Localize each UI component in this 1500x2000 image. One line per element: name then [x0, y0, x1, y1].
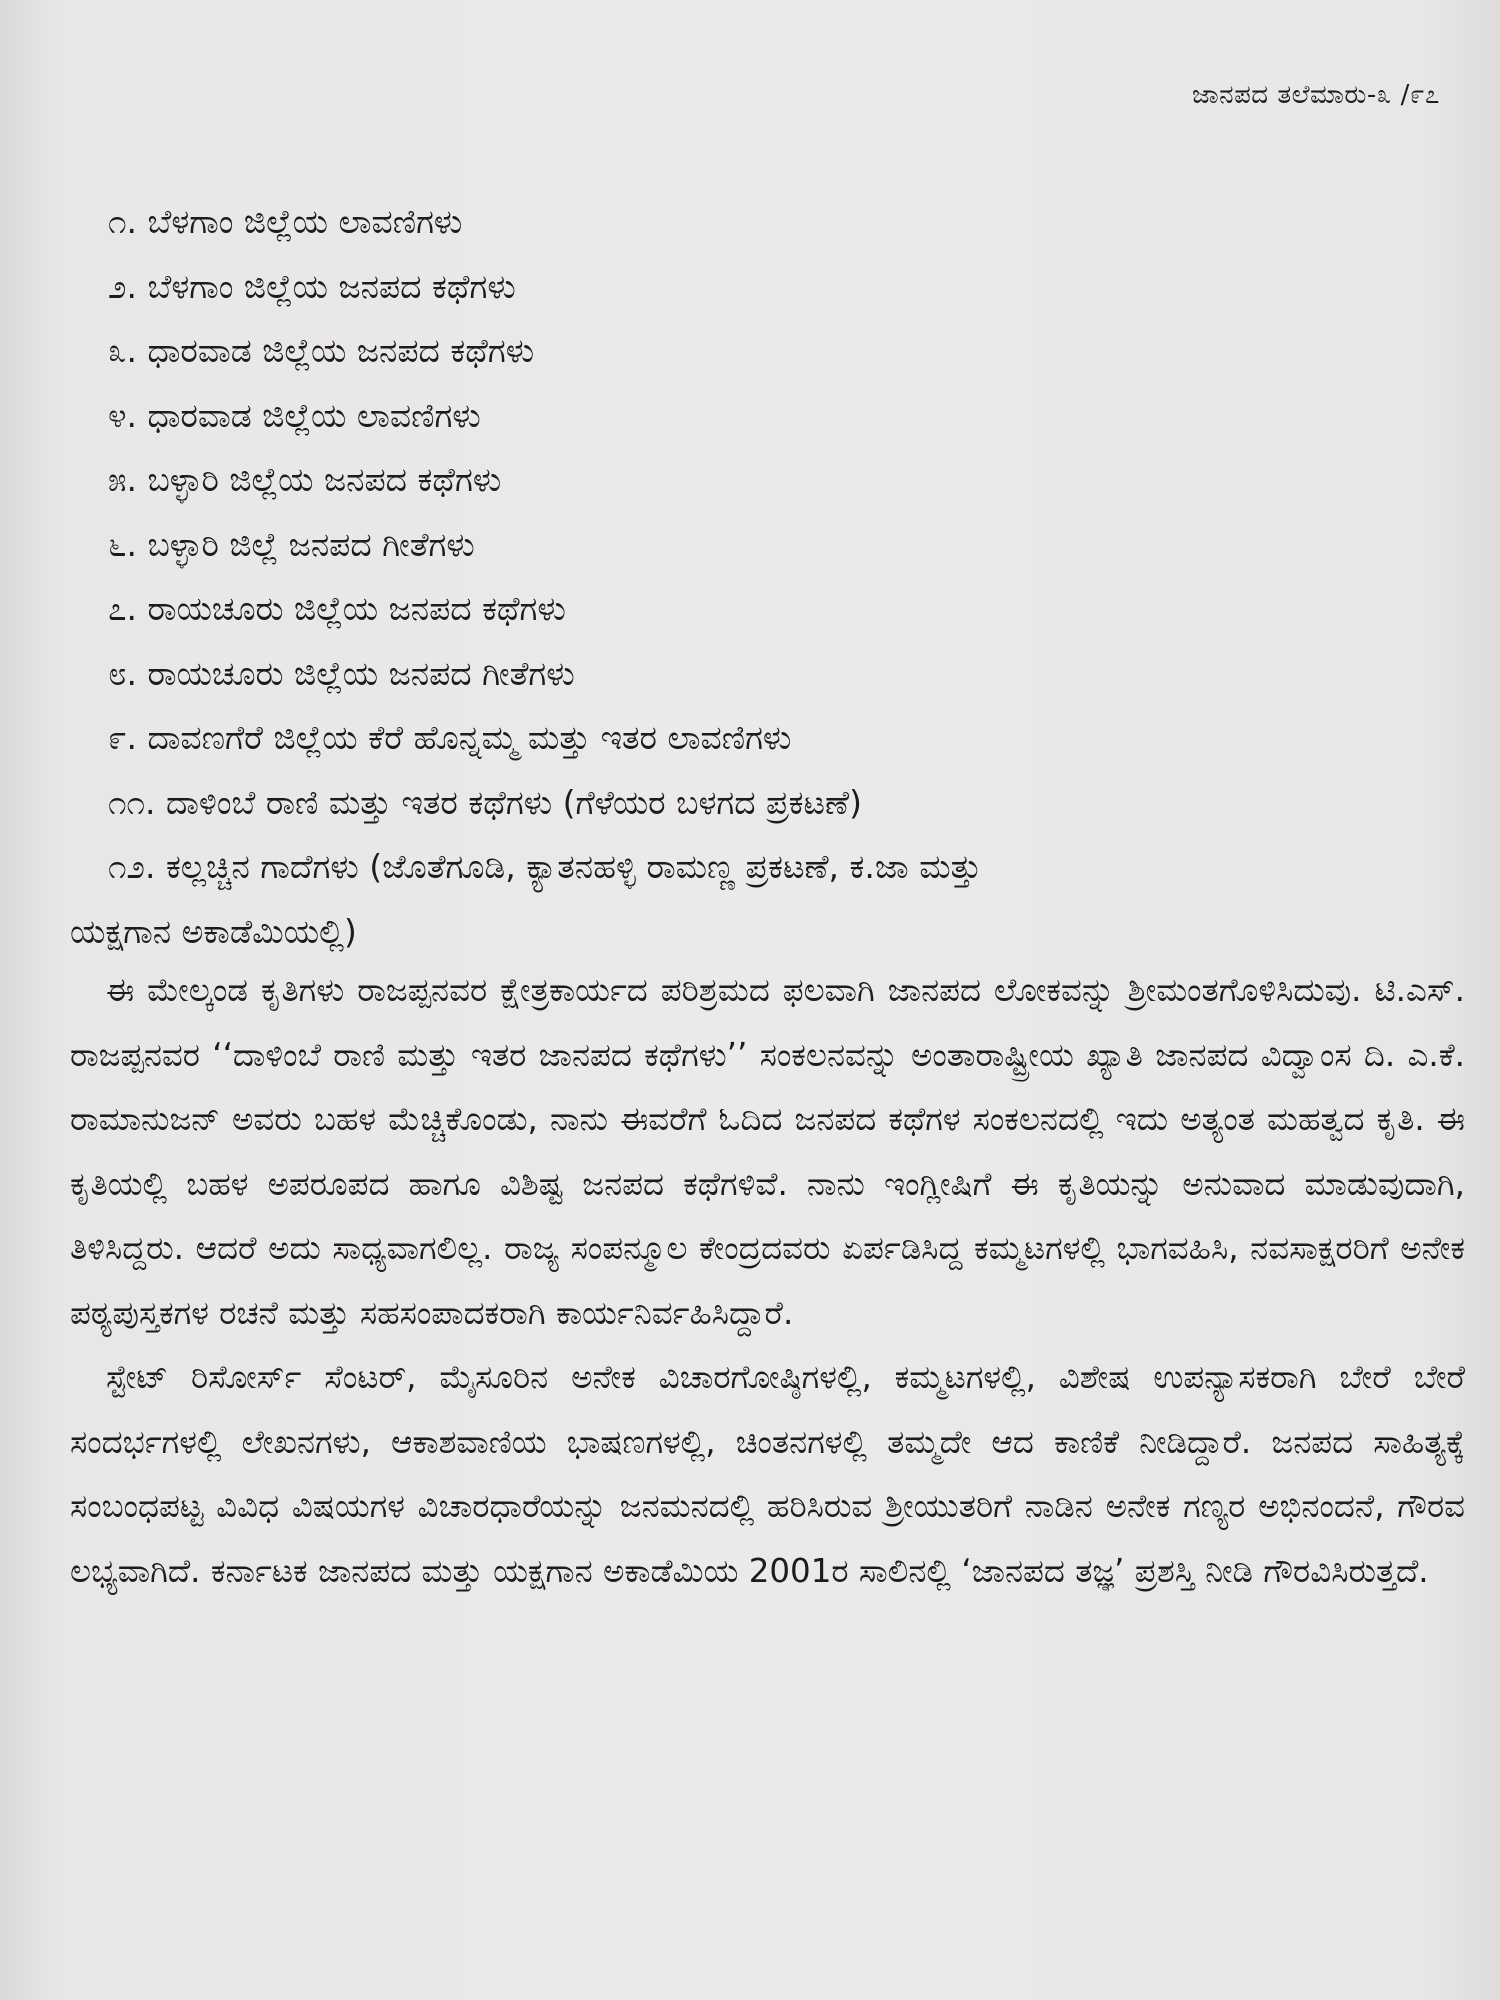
list-item: ೧. ಬೆಳಗಾಂ ಜಿಲ್ಲೆಯ ಲಾವಣಿಗಳು [108, 202, 463, 241]
running-header: ಜಾನಪದ ತಲೆಮಾರು-೩ /೯೭ [1191, 80, 1440, 110]
list-item: ೯. ದಾವಣಗೆರೆ ಜಿಲ್ಲೆಯ ಕೆರೆ ಹೊನ್ನಮ್ಮ ಮತ್ತು ಇತರ ಲಾವಣಿಗಳು [108, 718, 792, 757]
body-text [70, 958, 1465, 1603]
works-list [70, 190, 1460, 964]
list-item: ೨. ಬೆಳಗಾಂ ಜಿಲ್ಲೆಯ ಜನಪದ ಕಥೆಗಳು [108, 266, 516, 306]
list-item-12-line1: ೧೨. ಕಲ್ಲಚ್ಚಿನ ಗಾದೆಗಳು (ಜೊತೆಗೂಡಿ, ಕ್ಯಾತನಹಳ್ಳಿ ರಾಮಣ್ಣ ಪ್ರಕಟಣೆ, ಕ.ಜಾ ಮತ್ತು [108, 847, 982, 886]
list-item: ೮. ರಾಯಚೂರು ಜಿಲ್ಲೆಯ ಜನಪದ ಗೀತೆಗಳು [108, 653, 575, 693]
list-item: ೪. ಧಾರವಾಡ ಜಿಲ್ಲೆಯ ಲಾವಣಿಗಳು [108, 395, 481, 435]
paragraph-2: ಸ್ಟೇಟ್ ರಿಸೋರ್ಸ್ ಸೆಂಟರ್, ಮೈಸೂರಿನ ಅನೇಕ ವಿಚಾರಗೋಷ್ಠಿಗಳಲ್ಲಿ, ಕಮ್ಮಟಗಳಲ್ಲಿ, ವಿಶೇಷ ಉಪನ್ಯಾಸಕರಾಗಿ ಬೇರೆ ಬೇರೆ ಸಂದರ್ಭಗಳಲ್ಲಿ ಲೇಖನಗಳು, ಆಕಾಶವಾಣಿಯ ಭಾಷಣಗಳಲ್ಲಿ, ಚಿಂತನಗಳಲ್ಲಿ ತಮ್ಮದೇ ಆದ ಕಾಣಿಕೆ ನೀಡಿದ್ದಾರೆ. ಜನಪದ ಸಾಹಿತ್ಯಕ್ಕೆ ಸಂಬಂಧಪಟ್ಟ ವಿವಿಧ ವಿಷಯಗಳ ವಿಚಾರಧಾರೆಯನ್ನು ಜನಮನದಲ್ಲಿ ಹರಿಸಿರುವ ಶ್ರೀಯುತರಿಗೆ ನಾಡಿನ ಅನೇಕ ಗಣ್ಯರ ಅಭಿನಂದನೆ, ಗೌರವ ಲಭ್ಯವಾಗಿದೆ. ಕರ್ನಾಟಕ ಜಾನಪದ ಮತ್ತು ಯಕ್ಷಗಾನ ಅಕಾಡೆಮಿಯ 2001ರ ಸಾಲಿನಲ್ಲಿ ‘ಜಾನಪದ ತಜ್ಞ’ ಪ್ರಶಸ್ತಿ ನೀಡಿ ಗೌರವಿಸಿರುತ್ತದೆ. [70, 1358, 1465, 1590]
list-item-12 [70, 835, 1460, 964]
list-item: ೬. ಬಳ್ಳಾರಿ ಜಿಲ್ಲೆ ಜನಪದ ಗೀತೆಗಳು [108, 524, 475, 564]
list-item-12-line2: ಯಕ್ಷಗಾನ ಅಕಾಡೆಮಿಯಲ್ಲಿ) [70, 911, 357, 951]
list-item: ೩. ಧಾರವಾಡ ಜಿಲ್ಲೆಯ ಜನಪದ ಕಥೆಗಳು [108, 331, 535, 370]
list-item: ೭. ರಾಯಚೂರು ಜಿಲ್ಲೆಯ ಜನಪದ ಕಥೆಗಳು [108, 589, 566, 628]
paragraph-1: ಈ ಮೇಲ್ಕಂಡ ಕೃತಿಗಳು ರಾಜಪ್ಪನವರ ಕ್ಷೇತ್ರಕಾರ್ಯದ ಪರಿಶ್ರಮದ ಫಲವಾಗಿ ಜಾನಪದ ಲೋಕವನ್ನು ಶ್ರೀಮಂತಗೊಳಿಸಿದುವು. ಟಿ.ಎಸ್. ರಾಜಪ್ಪನವರ ‘‘ದಾಳಿಂಬೆ ರಾಣಿ ಮತ್ತು ಇತರ ಜಾನಪದ ಕಥೆಗಳು’’ ಸಂಕಲನವನ್ನು ಅಂತಾರಾಷ್ಟ್ರೀಯ ಖ್ಯಾತಿ ಜಾನಪದ ವಿದ್ವಾಂಸ ದಿ. ಎ.ಕೆ. ರಾಮಾನುಜನ್ ಅವರು ಬಹಳ ಮೆಚ್ಚಿಕೊಂಡು, ನಾನು ಈವರೆಗೆ ಓದಿದ ಜನಪದ ಕಥೆಗಳ ಸಂಕಲನದಲ್ಲಿ ಇದು ಅತ್ಯಂತ ಮಹತ್ವದ ಕೃತಿ. ಈ ಕೃತಿಯಲ್ಲಿ ಬಹಳ ಅಪರೂಪದ ಹಾಗೂ ವಿಶಿಷ್ಟ ಜನಪದ ಕಥೆಗಳಿವೆ. ನಾನು ಇಂಗ್ಲೀಷಿಗೆ ಈ ಕೃತಿಯನ್ನು ಅನುವಾದ ಮಾಡುವುದಾಗಿ, ತಿಳಿಸಿದ್ದರು. ಆದರೆ ಅದು ಸಾಧ್ಯವಾಗಲಿಲ್ಲ. ರಾಜ್ಯ ಸಂಪನ್ಮೂಲ ಕೇಂದ್ರದವರು ಏರ್ಪಡಿಸಿದ್ದ ಕಮ್ಮಟಗಳಲ್ಲಿ ಭಾಗವಹಿಸಿ, ನವಸಾಕ್ಷರರಿಗೆ ಅನೇಕ ಪಠ್ಯಪುಸ್ತಕಗಳ ರಚನೆ ಮತ್ತು ಸಹಸಂಪಾದಕರಾಗಿ ಕಾರ್ಯನಿರ್ವಹಿಸಿದ್ದಾರೆ. [70, 971, 1465, 1332]
list-item: ೫. ಬಳ್ಳಾರಿ ಜಿಲ್ಲೆಯ ಜನಪದ ಕಥೆಗಳು [108, 460, 502, 499]
list-item: ೧೧. ದಾಳಿಂಬೆ ರಾಣಿ ಮತ್ತು ಇತರ ಕಥೆಗಳು (ಗೆಳೆಯರ ಬಳಗದ ಪ್ರಕಟಣೆ) [108, 782, 862, 822]
